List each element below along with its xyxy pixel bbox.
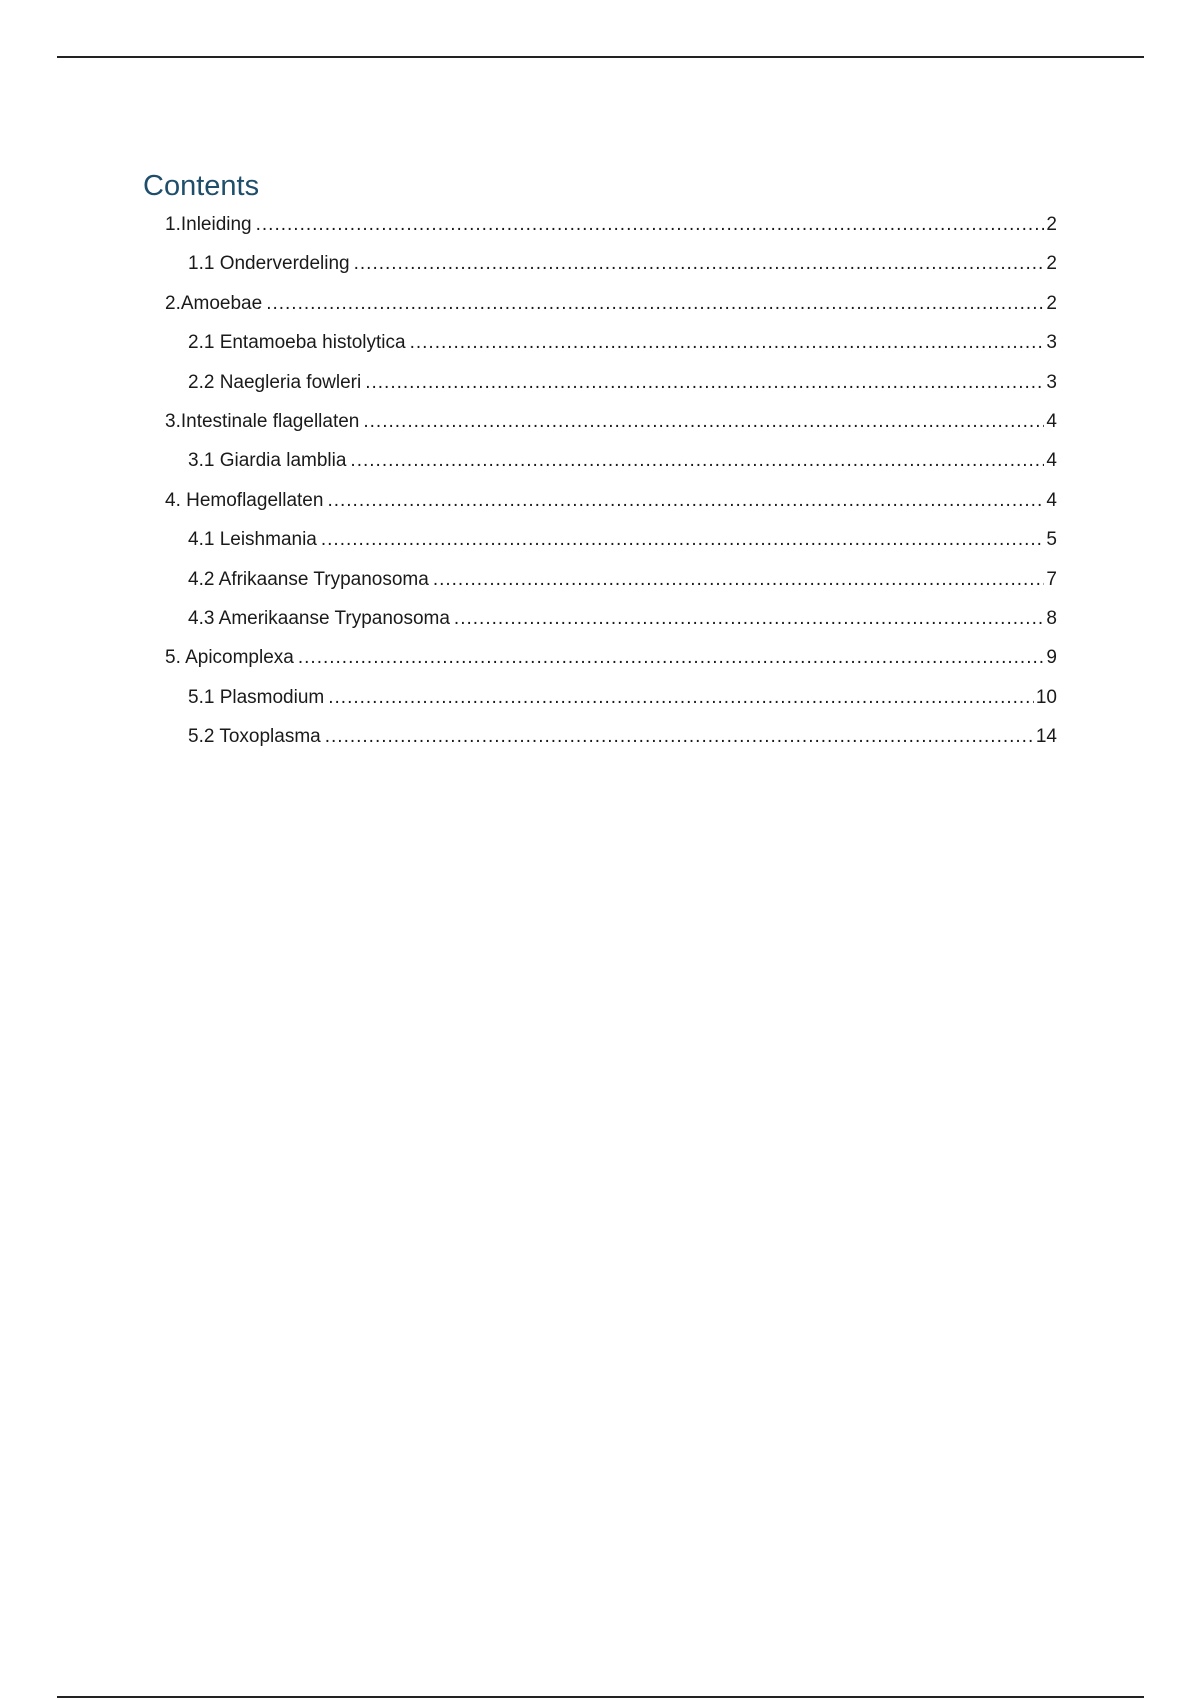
toc-dot-leader	[328, 685, 1034, 711]
toc-entry-apicomplexa[interactable]	[143, 643, 1057, 682]
toc-dot-leader	[256, 212, 1045, 238]
toc-dot-leader	[410, 330, 1045, 356]
toc-dot-leader	[327, 488, 1044, 514]
toc-entry-label: 5.1 Plasmodium	[188, 686, 325, 708]
toc-entry-page: 2	[1046, 214, 1057, 235]
toc-entry-label: 4.3 Amerikaanse Trypanosoma	[188, 607, 450, 629]
toc-entry-label: 4.1 Leishmania	[188, 529, 317, 551]
toc-dot-leader	[325, 724, 1034, 750]
toc-entry-page: 2	[1046, 292, 1057, 314]
toc-entry-label: 2.Amoebae	[165, 292, 263, 314]
toc-entry-page: 9	[1046, 647, 1057, 669]
toc-dot-leader	[365, 370, 1044, 396]
toc-dot-leader	[350, 448, 1044, 474]
toc-entry-label: 4. Hemoflagellaten	[165, 489, 324, 511]
toc-entry-plasmodium[interactable]	[143, 683, 1057, 722]
toc-dot-leader	[354, 251, 1045, 277]
toc-entry-page: 10	[1035, 686, 1057, 708]
toc-entry-label: 2.1 Entamoeba histolytica	[188, 332, 406, 354]
toc-entry-label: 1.1 Onderverdeling	[188, 253, 350, 275]
toc-dot-leader	[321, 527, 1045, 553]
toc-title: Contents	[143, 170, 260, 202]
toc-entry-onderverdeling[interactable]	[143, 249, 1057, 288]
toc-entry-afrikaanse-trypanosoma[interactable]	[143, 565, 1057, 604]
table-of-contents	[143, 168, 1057, 761]
toc-entry-giardia-lamblia[interactable]	[143, 446, 1057, 485]
toc-entry-page: 3	[1046, 371, 1057, 393]
toc-list	[143, 210, 1057, 761]
toc-entry-label: 1.Inleiding	[165, 214, 252, 235]
toc-entry-amoebae[interactable]	[143, 289, 1057, 328]
toc-entry-page: 8	[1046, 607, 1057, 629]
toc-entry-page: 14	[1035, 726, 1057, 748]
toc-dot-leader	[266, 291, 1044, 317]
toc-entry-page: 4	[1046, 489, 1057, 511]
toc-entry-page: 5	[1046, 529, 1057, 551]
toc-dot-leader	[433, 567, 1045, 593]
toc-entry-label: 5.2 Toxoplasma	[188, 726, 321, 748]
toc-entry-amerikaanse-trypanosoma[interactable]	[143, 604, 1057, 643]
toc-entry-inleiding[interactable]	[143, 210, 1057, 249]
toc-entry-naegleria-fowleri[interactable]	[143, 368, 1057, 407]
toc-entry-label: 2.2 Naegleria fowleri	[188, 371, 362, 393]
toc-entry-page: 7	[1046, 568, 1057, 590]
toc-entry-page: 2	[1046, 253, 1057, 275]
toc-entry-hemoflagellaten[interactable]	[143, 486, 1057, 525]
toc-entry-page: 4	[1046, 450, 1057, 472]
toc-entry-intestinale-flagellaten[interactable]	[143, 407, 1057, 446]
toc-entry-entamoeba-histolytica[interactable]	[143, 328, 1057, 367]
toc-entry-leishmania[interactable]	[143, 525, 1057, 564]
toc-entry-label: 5. Apicomplexa	[165, 647, 294, 669]
toc-dot-leader	[454, 606, 1045, 632]
toc-entry-toxoplasma[interactable]	[143, 722, 1057, 761]
toc-entry-page: 3	[1046, 332, 1057, 354]
toc-dot-leader	[298, 645, 1045, 671]
toc-entry-label: 4.2 Afrikaanse Trypanosoma	[188, 568, 429, 590]
toc-dot-leader	[363, 409, 1044, 435]
toc-entry-label: 3.Intestinale flagellaten	[165, 410, 360, 432]
header-rule	[57, 56, 1144, 58]
toc-entry-page: 4	[1046, 410, 1057, 432]
footer-rule	[57, 1696, 1144, 1698]
toc-entry-label: 3.1 Giardia lamblia	[188, 450, 347, 472]
